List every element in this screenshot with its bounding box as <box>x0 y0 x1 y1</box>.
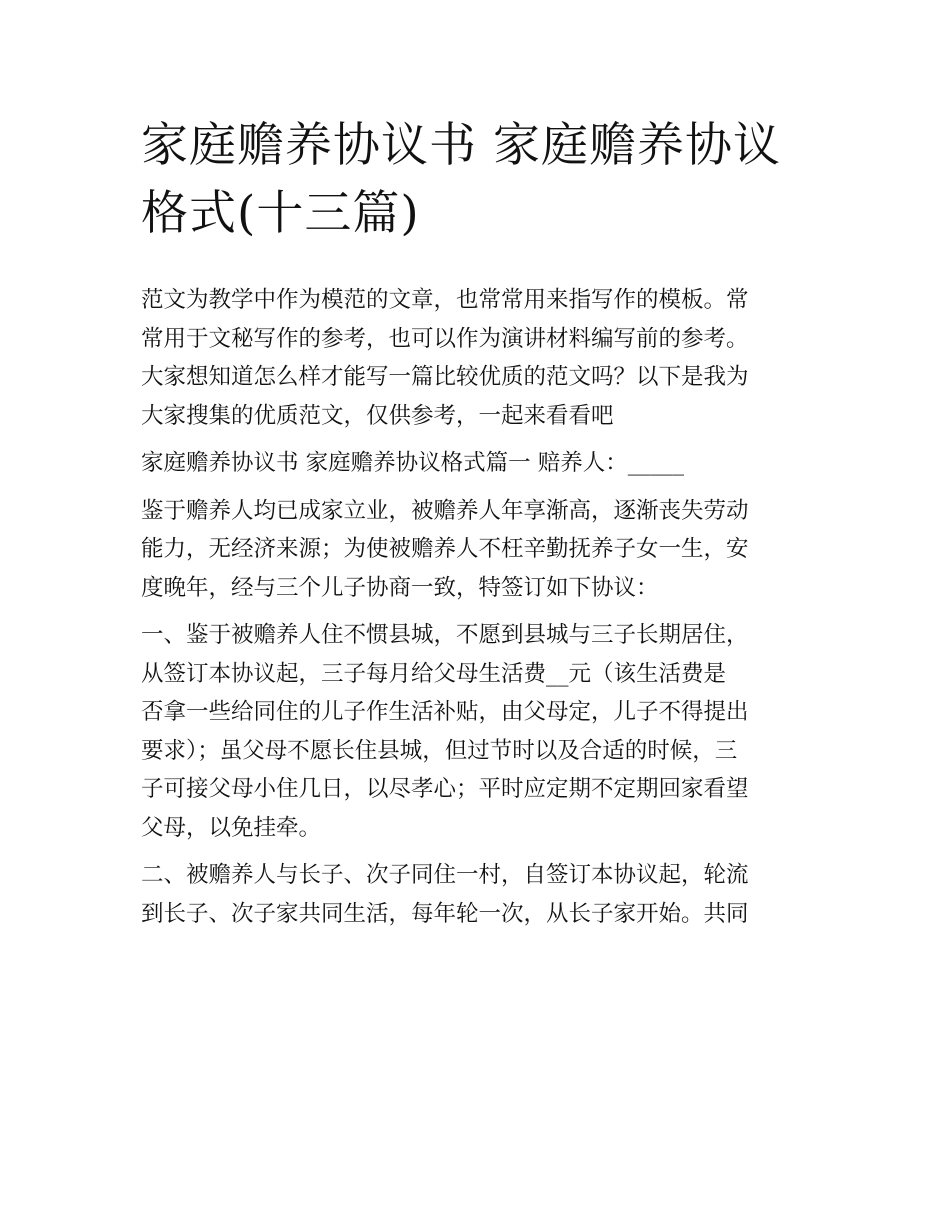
text-line: 父母，以免挂牵。 <box>141 814 322 841</box>
text-line: 否拿一些给同住的儿子作生活补贴，由父母定，儿子不得提出 <box>141 699 749 725</box>
clause-one-paragraph <box>141 616 813 847</box>
text-line: 家庭赡养协议书 家庭赡养协议格式篇一 赔养人：_____ <box>141 450 685 476</box>
text-line: 从签订本协议起，三子每月给父母生活费__元（该生活费是 <box>141 660 727 687</box>
text-line: 能力，无经济来源；为使被赡养人不枉辛勤抚养子女一生，安 <box>141 536 749 562</box>
text-line: 子可接父母小住几日，以尽孝心；平时应定期不定期回家看望 <box>141 776 749 802</box>
text-line: 范文为教学中作为模范的文章，也常常用来指写作的模板。常 <box>141 287 749 313</box>
text-line: 大家想知道怎么样才能写一篇比较优质的范文吗？以下是我为 <box>141 364 749 390</box>
text-line: 常用于文秘写作的参考，也可以作为演讲材料编写前的参考。 <box>141 325 749 352</box>
preamble-paragraph <box>141 492 813 608</box>
text-line: 要求）；虽父母不愿长住县城，但过节时以及合适的时候，三 <box>141 737 738 764</box>
title-line-1: 家庭赡养协议书 家庭赡养协议 <box>141 118 781 173</box>
intro-paragraph <box>141 281 813 435</box>
title-line-2: 格式(十三篇) <box>141 186 420 241</box>
text-line: 一、鉴于被赡养人住不惯县城，不愿到县城与三子长期居住， <box>141 622 749 648</box>
document-title <box>141 112 821 248</box>
text-line: 度晚年，经与三个儿子协商一致，特签订如下协议： <box>141 574 659 601</box>
text-line: 鉴于赡养人均已成家立业，被赡养人年享渐高，逐渐丧失劳动 <box>141 497 749 524</box>
section-heading-paragraph <box>141 444 813 483</box>
document-body <box>141 281 813 933</box>
text-line: 二、被赡养人与长子、次子同住一村，自签订本协议起，轮流 <box>141 862 749 888</box>
text-line: 大家搜集的优质范文，仅供参考，一起来看看吧 <box>141 402 614 429</box>
text-line: 到长子、次子家共同生活，每年轮一次，从长子家开始。共同 <box>141 900 749 927</box>
clause-two-paragraph <box>141 856 813 933</box>
